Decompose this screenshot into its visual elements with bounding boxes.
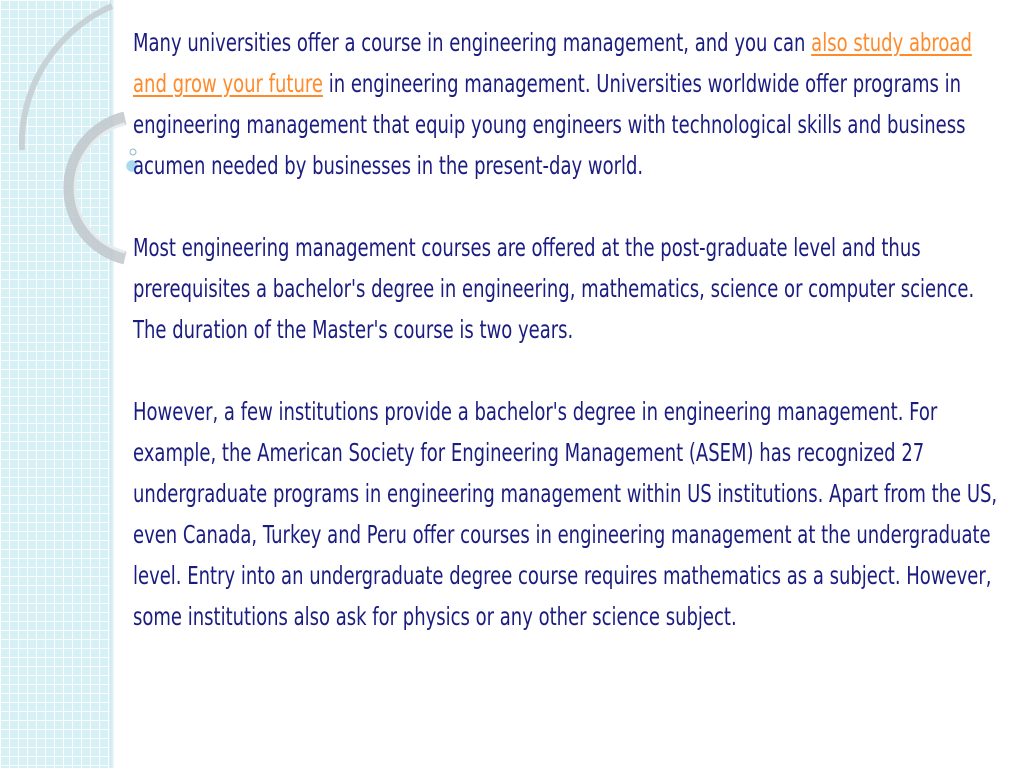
- study-abroad-link[interactable]: also study abroad and grow your future: [133, 28, 972, 98]
- paragraph-2: Most engineering management courses are offered at the post-graduate level and thus prerequisites a bachelor's degree in engineering, mathematics, science or computer science. The duration of the Master's course is two years.: [133, 233, 975, 344]
- decorative-arcs: [0, 0, 140, 300]
- paragraph-1-text-after: in engineering management. Universities worldwide offer programs in engineering management that equip young engineers with technological skills and business acumen needed by businesses in the present-day world.: [133, 69, 966, 180]
- paragraph-1: [133, 22, 1011, 186]
- paragraph-3: However, a few institutions provide a bachelor's degree in engineering management. For example, the American Society for Engineering Management (ASEM) has recognized 27 undergraduate programs in engineering management within US institutions. Apart from the US, even Canada, Turkey and Peru offer courses in engineering management at the undergraduate level. Entry into an undergraduate degree course requires mathematics as a subject. However, some institutions also ask for physics or any other science subject.: [133, 397, 998, 631]
- slide-body: [133, 22, 1011, 637]
- paragraph-1-text-before: Many universities offer a course in engineering management, and you can: [133, 28, 812, 57]
